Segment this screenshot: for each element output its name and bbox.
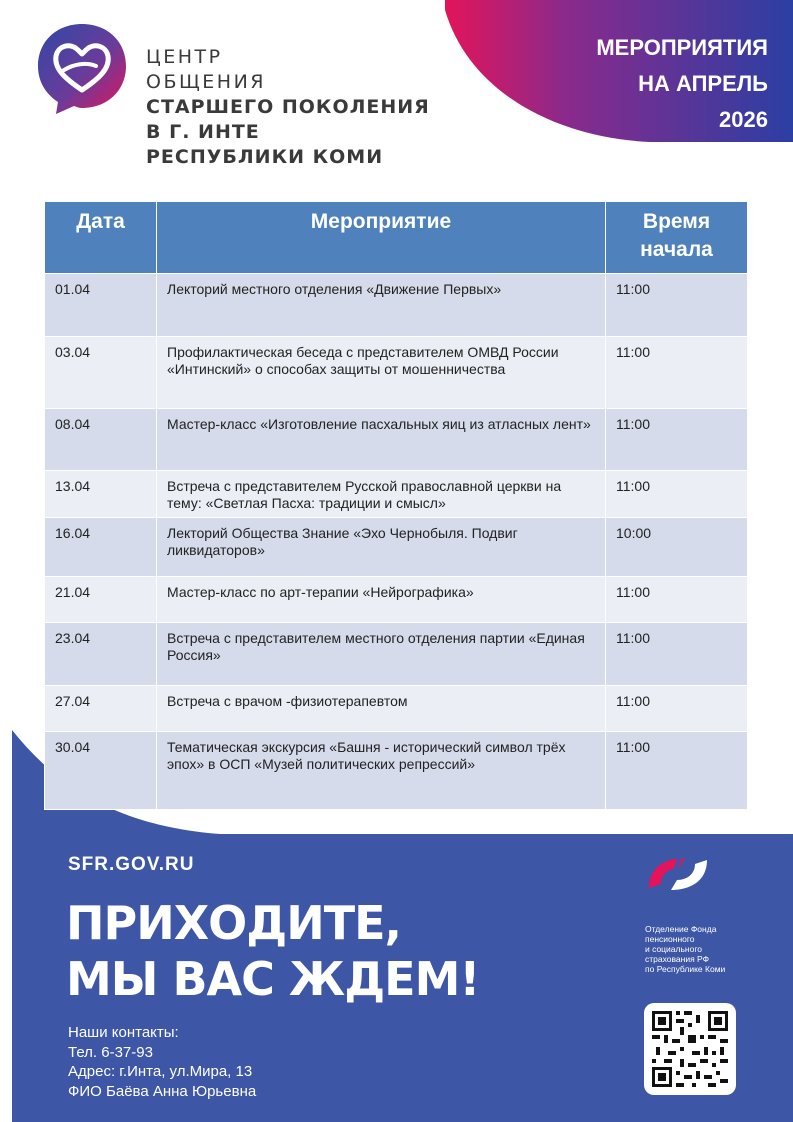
row-event: Тематическая экскурсия «Башня - исторический символ трёх эпох» в ОСП «Музей политических репрессий» [157, 732, 606, 810]
contacts-person: ФИО Баёва Анна Юрьевна [68, 1082, 257, 1100]
row-event: Лекторий Общества Знание «Эхо Чернобыля. Подвиг ликвидаторов» [157, 518, 606, 577]
fund-line: пенсионного [645, 934, 695, 944]
org-line: РЕСПУБЛИКИ КОМИ [146, 146, 384, 168]
row-time: 11:00 [606, 732, 748, 810]
org-line: СТАРШЕГО ПОКОЛЕНИЯ [146, 96, 430, 118]
banner-line: НА АПРЕЛЬ [638, 71, 768, 96]
row-time: 10:00 [606, 518, 748, 577]
row-event: Мастер-класс «Изготовление пасхальных яиц из атласных лент» [157, 409, 606, 471]
table-row [45, 409, 748, 471]
row-date: 13.04 [45, 471, 157, 518]
table-row [45, 732, 748, 810]
banner-line: МЕРОПРИЯТИЯ [596, 35, 768, 60]
fund-line: Отделение Фонда [645, 924, 717, 934]
header-event: Мероприятие [157, 202, 606, 274]
heart-speech-bubble-icon [34, 20, 130, 116]
row-date: 27.04 [45, 686, 157, 732]
table-header-row [45, 202, 748, 274]
row-time: 11:00 [606, 577, 748, 623]
slogan-line: МЫ ВАС ЖДЕМ! [66, 952, 480, 1006]
table-row [45, 686, 748, 732]
row-event: Встреча с врачом -физиотерапевтом [157, 686, 606, 732]
row-time: 11:00 [606, 337, 748, 409]
header-date: Дата [45, 202, 157, 274]
row-time: 11:00 [606, 471, 748, 518]
sfr-logo-icon [645, 852, 711, 896]
site-link[interactable]: SFR.GOV.RU [68, 854, 195, 875]
table-row [45, 577, 748, 623]
qr-code-container[interactable] [644, 1003, 736, 1095]
table-row [45, 471, 748, 518]
row-date: 23.04 [45, 623, 157, 686]
row-event: Мастер-класс по арт-терапии «Нейрографика» [157, 577, 606, 623]
contacts-phone: Тел. 6-37-93 [68, 1043, 153, 1061]
row-event: Встреча с представителем местного отделения партии «Единая Россия» [157, 623, 606, 686]
org-name [146, 45, 430, 170]
slogan-line: ПРИХОДИТЕ, [66, 896, 402, 950]
header-time [606, 202, 748, 274]
row-time: 11:00 [606, 409, 748, 471]
contacts-block [68, 1023, 256, 1101]
row-time: 11:00 [606, 623, 748, 686]
row-event: Встреча с представителем Русской православной церкви на тему: «Светлая Пасха: традиции и смысл» [157, 471, 606, 518]
row-time: 11:00 [606, 686, 748, 732]
header-time-line: Время [642, 210, 711, 233]
table-row [45, 518, 748, 577]
org-line: ЦЕНТР [146, 46, 223, 68]
org-line: ОБЩЕНИЯ [146, 71, 266, 93]
row-date: 03.04 [45, 337, 157, 409]
fund-line: по Республике Коми [645, 964, 726, 974]
row-date: 08.04 [45, 409, 157, 471]
row-time: 11:00 [606, 274, 748, 337]
header-time-line: начала [640, 238, 713, 261]
table-row [45, 274, 748, 337]
slogan [66, 895, 479, 1007]
banner-title [596, 30, 768, 138]
table-row [45, 337, 748, 409]
row-event: Лекторий местного отделения «Движение Первых» [157, 274, 606, 337]
row-date: 21.04 [45, 577, 157, 623]
table-row [45, 623, 748, 686]
fund-line: и социального [645, 944, 702, 954]
row-date: 01.04 [45, 274, 157, 337]
banner-line: 2026 [719, 107, 768, 132]
row-date: 16.04 [45, 518, 157, 577]
contacts-title: Наши контакты: [68, 1024, 179, 1041]
row-event: Профилактическая беседа с представителем ОМВД России «Интинский» о способах защиты от мошенничества [157, 337, 606, 409]
fund-line: страхования РФ [645, 954, 710, 964]
row-date: 30.04 [45, 732, 157, 810]
fund-name [645, 924, 755, 974]
events-table [44, 201, 748, 810]
org-line: В Г. ИНТЕ [146, 121, 260, 143]
qr-code-icon [652, 1011, 728, 1087]
contacts-address: Адрес: г.Инта, ул.Мира, 13 [68, 1063, 253, 1080]
